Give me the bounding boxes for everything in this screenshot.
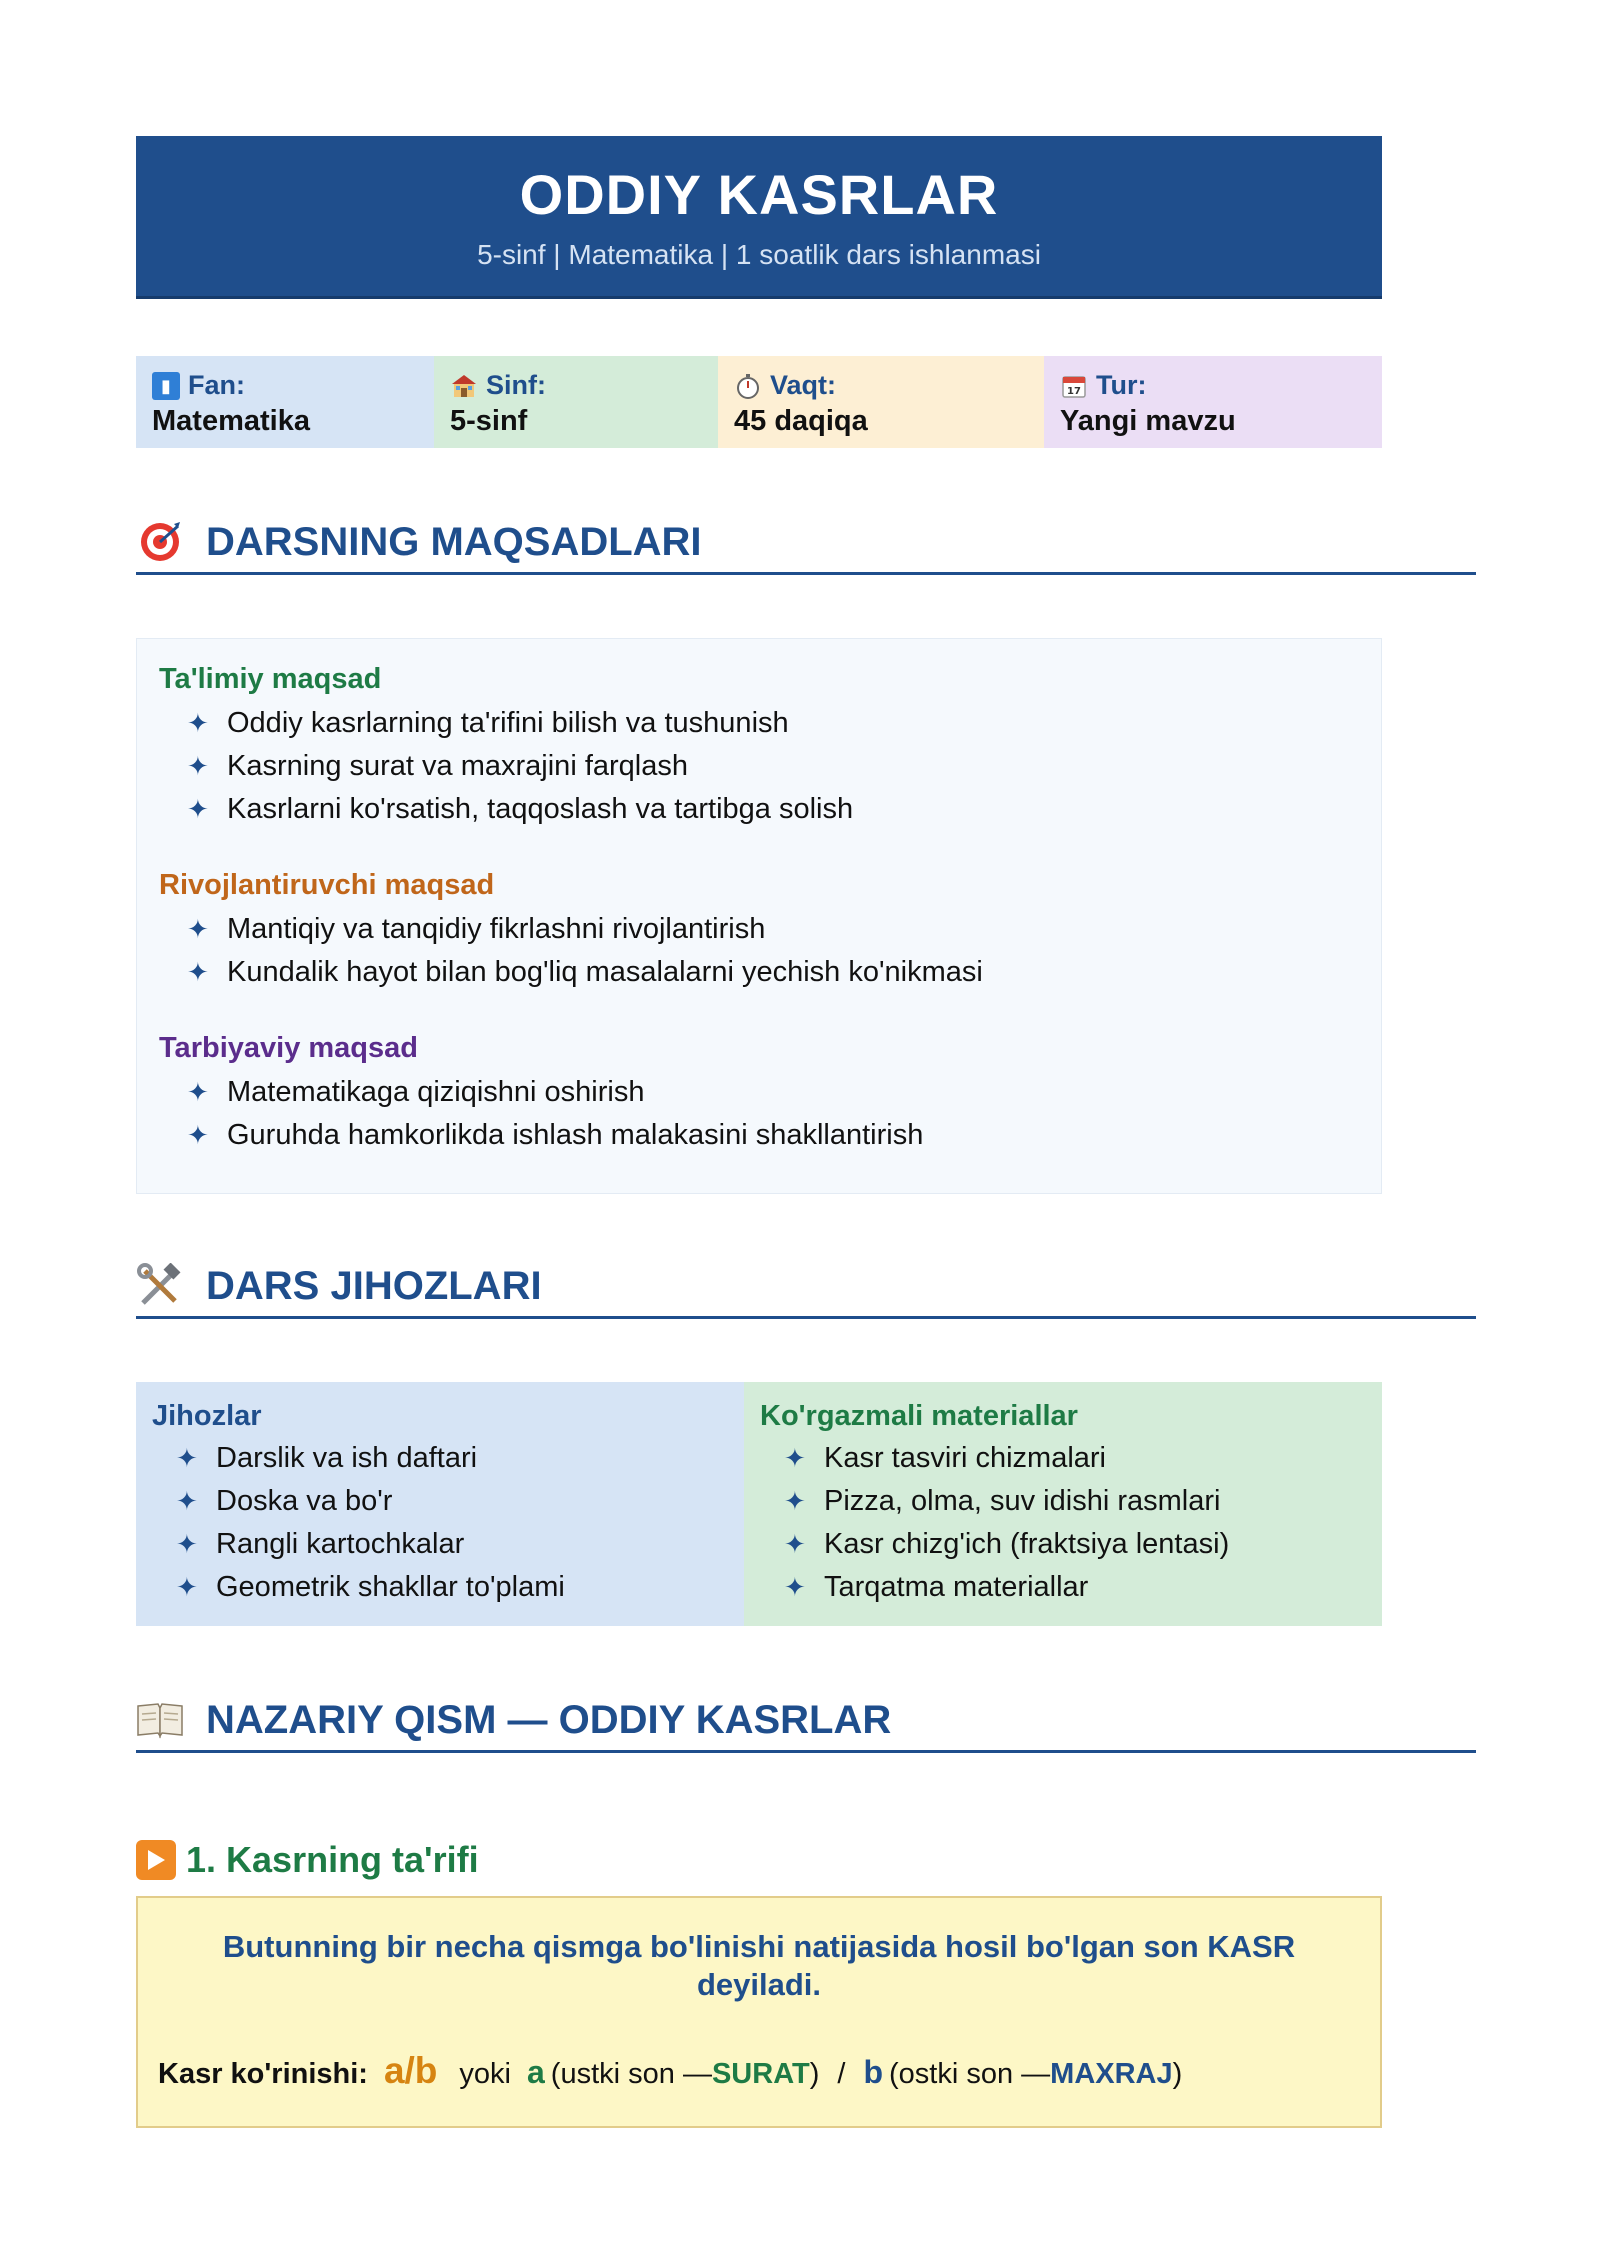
- list-item: ✦ Kasrlarni ko'rsatish, taqqoslash va tartibga solish: [187, 788, 1359, 831]
- star-bullet-icon: ✦: [187, 914, 209, 944]
- goal-group-developmental: [159, 869, 1359, 994]
- goals-box: [136, 638, 1382, 1194]
- info-type-label: Tur:: [1096, 370, 1147, 400]
- equipment-heading: Jihozlar: [152, 1400, 262, 1432]
- stopwatch-icon: [734, 372, 762, 400]
- star-bullet-icon: ✦: [187, 708, 209, 738]
- list-item: ✦ Kasrning surat va maxrajini farqlash: [187, 745, 1359, 788]
- star-bullet-icon: ✦: [784, 1486, 806, 1516]
- star-bullet-icon: ✦: [784, 1529, 806, 1559]
- star-bullet-icon: ✦: [187, 1120, 209, 1150]
- numerator-term: SURAT: [711, 2058, 810, 2090]
- list-item: ✦ Geometrik shakllar to'plami: [176, 1566, 728, 1609]
- subsection-title: 1. Kasrning ta'rifi: [186, 1839, 479, 1880]
- list-item: ✦ Guruhda hamkorlikda ishlash malakasini shakllantirish: [187, 1114, 1359, 1157]
- denominator-symbol: b: [863, 2054, 883, 2090]
- star-bullet-icon: ✦: [176, 1443, 198, 1473]
- goal-heading: Tarbiyaviy maqsad: [159, 1032, 418, 1064]
- numerator-symbol: a: [527, 2054, 545, 2090]
- equipment-columns: [136, 1382, 1382, 1626]
- fraction-notation: a/b: [383, 2050, 438, 2091]
- list-item: ✦ Pizza, olma, suv idishi rasmlari: [784, 1480, 1366, 1523]
- star-bullet-icon: ✦: [176, 1572, 198, 1602]
- subsection-definition-heading: [136, 1836, 479, 1884]
- goal-heading: Rivojlantiruvchi maqsad: [159, 869, 495, 901]
- list-item: ✦ Rangli kartochkalar: [176, 1523, 728, 1566]
- page-title: ODDIY KASRLAR: [519, 163, 999, 226]
- star-bullet-icon: ✦: [784, 1443, 806, 1473]
- list-item: ✦ Matematikaga qiziqishni oshirish: [187, 1071, 1359, 1114]
- list-item: ✦ Darslik va ish daftari: [176, 1437, 728, 1480]
- info-subject-label: Fan:: [188, 370, 245, 400]
- info-type-value: Yangi mavzu: [1060, 405, 1236, 437]
- list-item: ✦ Mantiqiy va tanqidiy fikrlashni rivojlantirish: [187, 908, 1359, 951]
- star-bullet-icon: ✦: [176, 1486, 198, 1516]
- denominator-term: MAXRAJ: [1050, 2058, 1173, 2090]
- definition-box: [136, 1896, 1382, 2128]
- title-banner: [136, 136, 1382, 299]
- definition-text: Butunning bir necha qismga bo'linishi natijasida hosil bo'lgan son KASR deyiladi.: [222, 1929, 1296, 2002]
- list-item: ✦ Doska va bo'r: [176, 1480, 728, 1523]
- section-goals-title: DARSNING MAQSADLARI: [206, 519, 702, 564]
- section-equipment-heading: [136, 1256, 1476, 1319]
- calendar-icon: [1060, 372, 1088, 400]
- play-button-icon: [136, 1840, 176, 1880]
- info-subject-value: Matematika: [152, 405, 310, 437]
- list-item: ✦ Tarqatma materiallar: [784, 1566, 1366, 1609]
- info-grade-value: 5-sinf: [450, 405, 528, 437]
- section-theory-title: NAZARIY QISM — ODDIY KASRLAR: [206, 1697, 892, 1742]
- info-subject: [136, 356, 434, 448]
- lesson-info-strip: [136, 356, 1382, 448]
- goal-group-educational: [159, 663, 1359, 831]
- info-type: [1044, 356, 1382, 448]
- equipment-heading: Ko'rgazmali materiallar: [760, 1400, 1078, 1432]
- equipment-left-column: [136, 1382, 744, 1626]
- list-item: ✦ Oddiy kasrlarning ta'rifini bilish va tushunish: [187, 702, 1359, 745]
- star-bullet-icon: ✦: [187, 751, 209, 781]
- star-bullet-icon: ✦: [187, 957, 209, 987]
- list-item: ✦ Kasr chizg'ich (fraktsiya lentasi): [784, 1523, 1366, 1566]
- goal-group-upbringing: [159, 1032, 1359, 1157]
- info-grade-label: Sinf:: [486, 370, 546, 400]
- school-icon: [450, 372, 478, 400]
- target-icon: [136, 518, 184, 566]
- form-label: Kasr ko'rinishi:: [158, 2058, 368, 2090]
- list-item: ✦ Kundalik hayot bilan bog'liq masalalarni yechish ko'nikmasi: [187, 951, 1359, 994]
- info-grade: [434, 356, 718, 448]
- open-book-icon: [136, 1696, 184, 1744]
- list-item: ✦ Kasr tasviri chizmalari: [784, 1437, 1366, 1480]
- section-equipment-title: DARS JIHOZLARI: [206, 1263, 542, 1308]
- info-time-value: 45 daqiqa: [734, 405, 868, 437]
- star-bullet-icon: ✦: [187, 1077, 209, 1107]
- section-theory-heading: [136, 1690, 1476, 1753]
- form-or: yoki: [459, 2058, 511, 2090]
- info-time: [718, 356, 1044, 448]
- svg-text:17: 17: [1067, 385, 1081, 397]
- star-bullet-icon: ✦: [187, 794, 209, 824]
- star-bullet-icon: ✦: [176, 1529, 198, 1559]
- fraction-form-line: Kasr ko'rinishi: a/b yoki a (ustki son — SURAT ) / b (ostki son — MAXRAJ ): [158, 2050, 1183, 2091]
- page-subtitle: 5-sinf | Matematika | 1 soatlik dars ishlanmasi: [477, 239, 1041, 270]
- tools-icon: [136, 1262, 184, 1310]
- section-goals-heading: [136, 512, 1476, 575]
- form-separator: /: [837, 2058, 846, 2090]
- blue-book-icon: ▮: [152, 372, 180, 400]
- star-bullet-icon: ✦: [784, 1572, 806, 1602]
- info-time-label: Vaqt:: [770, 370, 837, 400]
- equipment-right-column: [744, 1382, 1382, 1626]
- goal-heading: Ta'limiy maqsad: [159, 663, 382, 695]
